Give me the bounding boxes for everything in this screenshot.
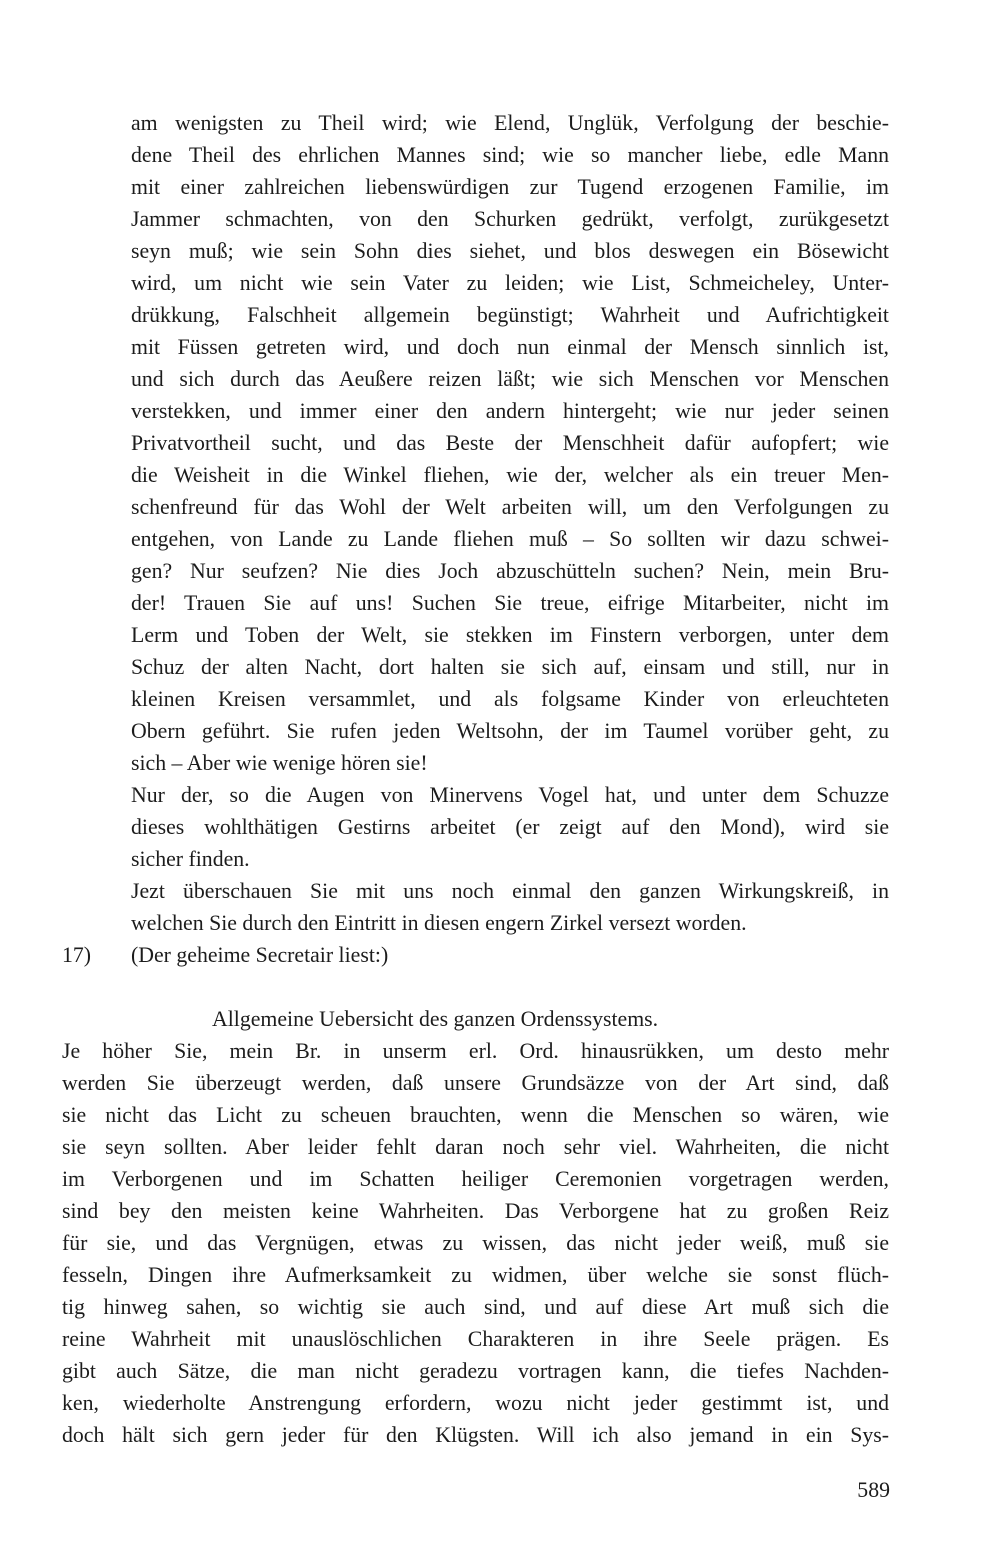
text-line: welchen Sie durch den Eintritt in diesen engern Zirkel versezt worden. [131,911,747,935]
text-line: Jezt überschauen Sie mit uns noch einmal den ganzen Wirkungskreiß, in [131,879,889,903]
text-line: Je höher Sie, mein Br. in unserm erl. Ord. hinausrükken, um desto mehr [62,1039,889,1063]
text-line: schenfreund für das Wohl der Welt arbeiten will, um den Verfolgungen zu [131,495,889,519]
text-line: wird, um nicht wie sein Vater zu leiden; wie List, Schmeicheley, Unter- [131,271,889,295]
text-line: sind bey den meisten keine Wahrheiten. Das Verborgene hat zu großen Reiz [62,1199,889,1223]
text-line: Jammer schmachten, von den Schurken gedrükt, verfolgt, zurükgesetzt [131,207,889,231]
text-line: Lerm und Toben der Welt, sie stekken im Finstern verborgen, unter dem [131,623,889,647]
text-line: der! Trauen Sie auf uns! Suchen Sie treue, eifrige Mitarbeiter, nicht im [131,591,889,615]
text-line: im Verborgenen und im Schatten heiliger Ceremonien vorgetragen werden, [62,1167,889,1191]
item-number: 17) [62,943,92,967]
text-line: seyn muß; wie sein Sohn dies siehet, und blos deswegen ein Bösewicht [131,239,889,263]
text-line: doch hält sich gern jeder für den Klügsten. Will ich also jemand in ein Sys- [62,1423,889,1447]
text-line: die Weisheit in die Winkel fliehen, wie der, welcher als ein treuer Men- [131,463,889,487]
text-line: werden Sie überzeugt werden, daß unsere Grundsäzze von der Art sind, daß [62,1071,889,1095]
text-line: gibt auch Sätze, die man nicht geradezu vortragen kann, die tiefes Nachden- [62,1359,889,1383]
section-heading: Allgemeine Uebersicht des ganzen Ordenssystems. [212,1007,659,1031]
text-line: und sich durch das Aeußere reizen läßt; wie sich Menschen vor Menschen [131,367,889,391]
text-line: sie nicht das Licht zu scheuen brauchten, wenn die Menschen so wären, wie [62,1103,889,1127]
text-line: am wenigsten zu Theil wird; wie Elend, Unglük, Verfolgung der beschie- [131,111,889,135]
text-line: kleinen Kreisen versammlet, und als folgsame Kinder von erleuchteten [131,687,889,711]
text-line: entgehen, von Lande zu Lande fliehen muß – So sollten wir dazu schwei- [131,527,889,551]
text-line: Nur der, so die Augen von Minervens Vogel hat, und unter dem Schuzze [131,783,889,807]
text-line: mit einer zahlreichen liebenswürdigen zur Tugend erzogenen Familie, im [131,175,889,199]
text-line: mit Füssen getreten wird, und doch nun einmal der Mensch sinnlich ist, [131,335,889,359]
text-line: tig hinweg sahen, so wichtig sie auch sind, und auf diese Art muß sich die [62,1295,889,1319]
text-line: sicher finden. [131,847,250,871]
text-line: sich – Aber wie wenige hören sie! [131,751,428,775]
text-line: fesseln, Dingen ihre Aufmerksamkeit zu widmen, über welche sie sonst flüch- [62,1263,889,1287]
text-line: dene Theil des ehrlichen Mannes sind; wie so mancher liebe, edle Mann [131,143,889,167]
text-line: Schuz der alten Nacht, dort halten sie sich auf, einsam und still, nur in [131,655,889,679]
text-line: ken, wiederholte Anstrengung erfordern, wozu nicht jeder gestimmt ist, und [62,1391,889,1415]
text-line: Privatvortheil sucht, und das Beste der Menschheit dafür aufopfert; wie [131,431,889,455]
page-number: 589 [857,1478,890,1502]
text-line: reine Wahrheit mit unauslöschlichen Charakteren in ihre Seele prägen. Es [62,1327,889,1351]
text-line: gen? Nur seufzen? Nie dies Joch abzuschütteln suchen? Nein, mein Bru- [131,559,889,583]
text-line: Obern geführt. Sie rufen jeden Weltsohn, der im Taumel vorüber geht, zu [131,719,889,743]
text-line: dieses wohlthätigen Gestirns arbeitet (er zeigt auf den Mond), wird sie [131,815,889,839]
text-line: für sie, und das Vergnügen, etwas zu wissen, das nicht jeder weiß, muß sie [62,1231,889,1255]
text-line: sie seyn sollten. Aber leider fehlt daran noch sehr viel. Wahrheiten, die nicht [62,1135,889,1159]
text-line: verstekken, und immer einer den andern hintergeht; wie nur jeder seinen [131,399,889,423]
stage-direction: (Der geheime Secretair liest:) [131,943,389,967]
text-line: drükkung, Falschheit allgemein begünstigt; Wahrheit und Aufrichtigkeit [131,303,889,327]
